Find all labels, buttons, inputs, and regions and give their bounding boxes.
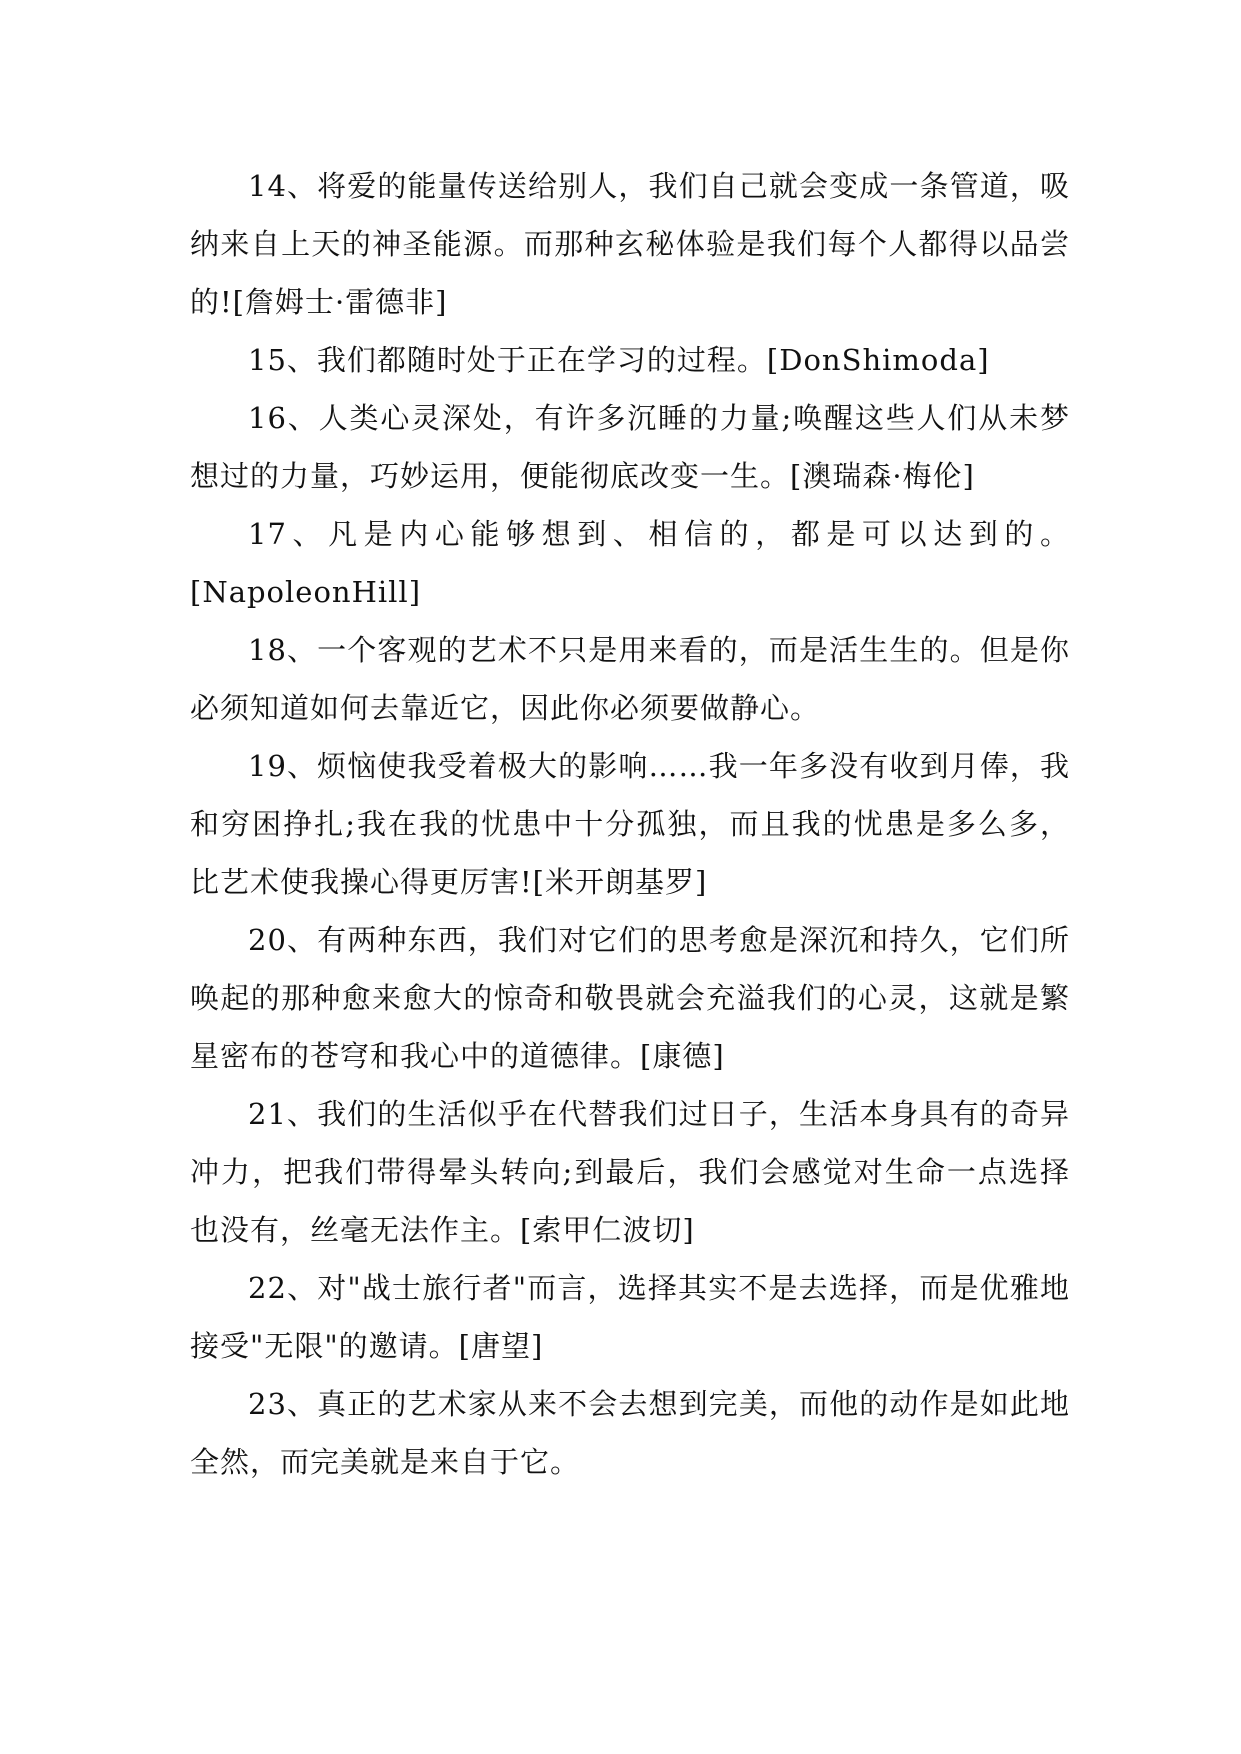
quote-paragraph: 19、烦恼使我受着极大的影响……我一年多没有收到月俸，我和穷困挣扎;我在我的忧患中十分孤独，而且我的忧患是多么多，比艺术使我操心得更厉害![米开朗基罗]: [190, 749, 1070, 899]
quote-paragraph: 18、一个客观的艺术不只是用来看的，而是活生生的。但是你必须知道如何去靠近它，因此你必须要做静心。: [190, 633, 1070, 725]
quote-paragraph: 16、人类心灵深处，有许多沉睡的力量;唤醒这些人们从未梦想过的力量，巧妙运用，便能彻底改变一生。[澳瑞森·梅伦]: [190, 401, 1070, 493]
quote-paragraph: 20、有两种东西，我们对它们的思考愈是深沉和持久，它们所唤起的那种愈来愈大的惊奇和敬畏就会充溢我们的心灵，这就是繁星密布的苍穹和我心中的道德律。[康德]: [190, 923, 1070, 1073]
quote-paragraph: 21、我们的生活似乎在代替我们过日子，生活本身具有的奇异冲力，把我们带得晕头转向;到最后，我们会感觉对生命一点选择也没有，丝毫无法作主。[索甲仁波切]: [190, 1097, 1070, 1247]
quote-paragraph: 23、真正的艺术家从来不会去想到完美，而他的动作是如此地全然，而完美就是来自于它。: [190, 1387, 1070, 1479]
quote-paragraph: 15、我们都随时处于正在学习的过程。[DonShimoda]: [248, 343, 990, 377]
quote-paragraph: 17、凡是内心能够想到、相信的，都是可以达到的。[NapoleonHill]: [190, 517, 1070, 609]
quote-paragraph: 22、对"战士旅行者"而言，选择其实不是去选择，而是优雅地接受"无限"的邀请。[唐望]: [190, 1271, 1070, 1363]
quote-paragraph: 14、将爱的能量传送给别人，我们自己就会变成一条管道，吸纳来自上天的神圣能源。而那种玄秘体验是我们每个人都得以品尝的![詹姆士·雷德非]: [190, 169, 1070, 319]
document-body: [190, 157, 1070, 1491]
